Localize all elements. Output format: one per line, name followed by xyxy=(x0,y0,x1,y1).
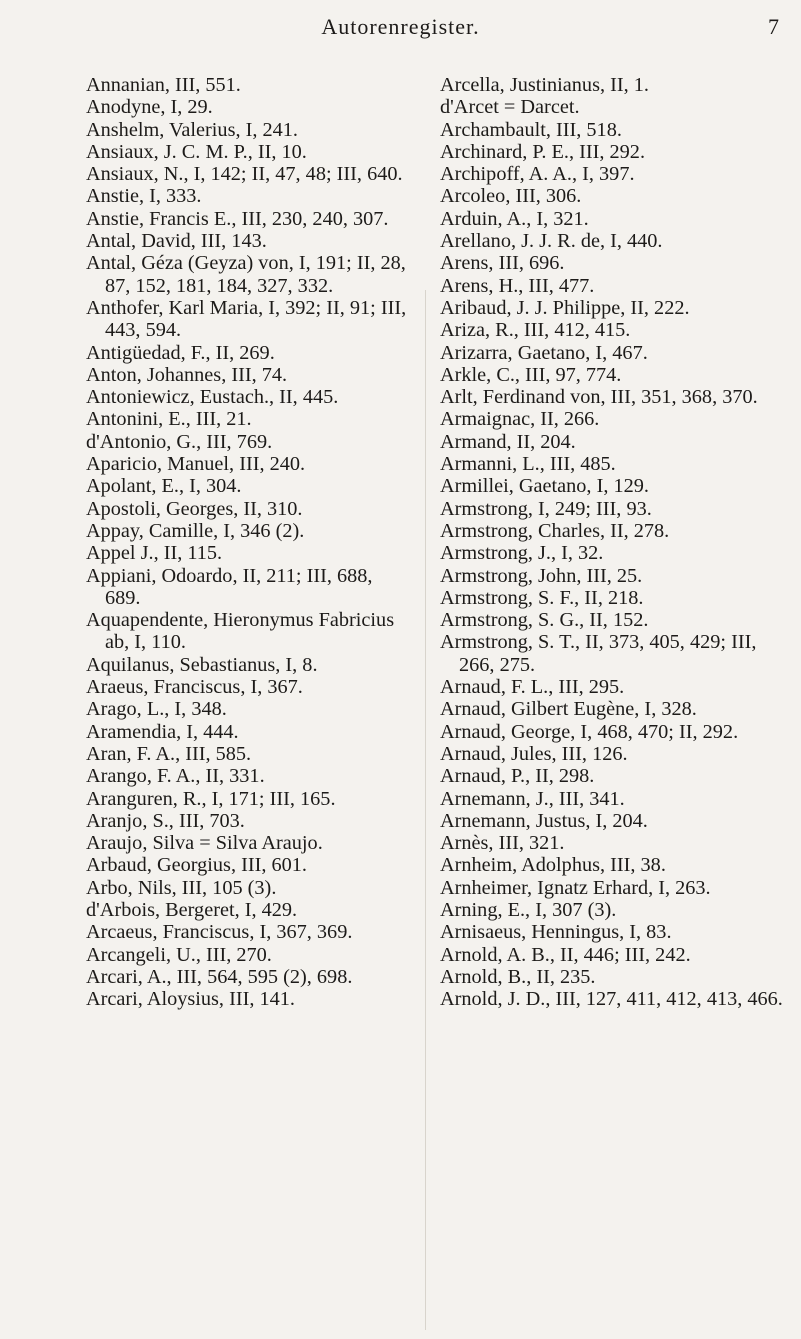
index-entry: Armand, II, 204. xyxy=(440,430,576,453)
index-entry: Armstrong, S. G., II, 152. xyxy=(440,609,649,632)
index-entry: d'Arcet = Darcet. xyxy=(440,96,580,119)
page-header xyxy=(0,14,801,44)
index-entry: Archipoff, A. A., I, 397. xyxy=(440,163,635,186)
index-entry: Arlt, Ferdinand von, III, 351, 368, 370. xyxy=(440,386,758,409)
index-column-right xyxy=(440,74,788,1010)
index-entry: Anodyne, I, 29. xyxy=(86,96,213,119)
index-entry: Antonini, E., III, 21. xyxy=(86,408,252,431)
index-entry: Armstrong, John, III, 25. xyxy=(440,564,643,587)
index-entry: Arnheimer, Ignatz Erhard, I, 263. xyxy=(440,876,711,899)
index-entry: Archambault, III, 518. xyxy=(440,118,622,141)
index-entry: Anshelm, Valerius, I, 241. xyxy=(86,118,298,141)
index-entry: Anstie, I, 333. xyxy=(86,185,202,208)
index-entry: Araujo, Silva = Silva Araujo. xyxy=(86,832,323,855)
index-entry: Aribaud, J. J. Philippe, II, 222. xyxy=(440,296,690,319)
index-entry: Arnaud, Jules, III, 126. xyxy=(440,742,628,765)
index-entry: Aparicio, Manuel, III, 240. xyxy=(86,453,306,476)
column-divider xyxy=(425,290,426,1330)
index-entry: Appiani, Odoardo, II, 211; III, 688, 689. xyxy=(86,564,378,609)
index-entry: Armillei, Gaetano, I, 129. xyxy=(440,475,649,498)
index-entry: Antal, Géza (Geyza) von, I, 191; II, 28, 87, 152, 181, 184, 327, 332. xyxy=(86,252,411,297)
index-entry: Arcari, A., III, 564, 595 (2), 698. xyxy=(86,965,353,988)
index-entry: Arens, III, 696. xyxy=(440,252,565,275)
index-column-left xyxy=(86,74,412,1010)
index-entry: Anstie, Francis E., III, 230, 240, 307. xyxy=(86,207,389,230)
index-entry: Arnès, III, 321. xyxy=(440,832,565,855)
index-entry: Arnisaeus, Henningus, I, 83. xyxy=(440,921,672,944)
index-entry: Ariza, R., III, 412, 415. xyxy=(440,319,631,342)
index-entry: Arbaud, Georgius, III, 601. xyxy=(86,854,307,877)
index-entry: Arnemann, J., III, 341. xyxy=(440,787,625,810)
index-entry: Armstrong, J., I, 32. xyxy=(440,542,604,565)
index-entry: Appay, Camille, I, 346 (2). xyxy=(86,519,305,542)
index-entry: Archinard, P. E., III, 292. xyxy=(440,140,646,163)
index-entry: Apolant, E., I, 304. xyxy=(86,475,242,498)
index-entry: Arellano, J. J. R. de, I, 440. xyxy=(440,230,663,253)
index-entry: Ansiaux, N., I, 142; II, 47, 48; III, 640. xyxy=(86,163,403,186)
index-entry: Aquapendente, Hieronymus Fabricius ab, I, 110. xyxy=(86,609,400,654)
index-entry: Arnemann, Justus, I, 204. xyxy=(440,809,648,832)
index-entry: Arnaud, P., II, 298. xyxy=(440,765,595,788)
index-entry: Arcari, Aloysius, III, 141. xyxy=(86,988,295,1011)
index-entry: Antal, David, III, 143. xyxy=(86,230,267,253)
index-entry: Arens, H., III, 477. xyxy=(440,274,595,297)
index-entry: Arnaud, F. L., III, 295. xyxy=(440,676,625,699)
index-entry: Arning, E., I, 307 (3). xyxy=(440,898,617,921)
index-entry: Arnold, A. B., II, 446; III, 242. xyxy=(440,943,691,966)
index-entry: Aquilanus, Sebastianus, I, 8. xyxy=(86,653,318,676)
index-entry: Antoniewicz, Eustach., II, 445. xyxy=(86,386,339,409)
index-entry: Arizarra, Gaetano, I, 467. xyxy=(440,341,648,364)
index-entry: d'Arbois, Bergeret, I, 429. xyxy=(86,898,298,921)
index-entry: Arnold, J. D., III, 127, 411, 412, 413, 466. xyxy=(440,988,783,1011)
index-entry: Appel J., II, 115. xyxy=(86,542,223,565)
index-entry: Arcoleo, III, 306. xyxy=(440,185,582,208)
index-entry: Aran, F. A., III, 585. xyxy=(86,742,252,765)
index-entry: Apostoli, Georges, II, 310. xyxy=(86,497,303,520)
index-entry: Aramendia, I, 444. xyxy=(86,720,239,743)
index-entry: Annanian, III, 551. xyxy=(86,74,241,96)
index-entry: d'Antonio, G., III, 769. xyxy=(86,430,273,453)
index-entry: Armanni, L., III, 485. xyxy=(440,453,616,476)
index-entry: Armaignac, II, 266. xyxy=(440,408,600,431)
index-entry: Arnaud, George, I, 468, 470; II, 292. xyxy=(440,720,739,743)
index-entry: Ansiaux, J. C. M. P., II, 10. xyxy=(86,140,307,163)
index-entry: Arduin, A., I, 321. xyxy=(440,207,589,230)
index-entry: Aranguren, R., I, 171; III, 165. xyxy=(86,787,336,810)
index-entry: Arago, L., I, 348. xyxy=(86,698,227,721)
index-entry: Araeus, Franciscus, I, 367. xyxy=(86,676,303,699)
index-entry: Antigüedad, F., II, 269. xyxy=(86,341,275,364)
index-entry: Arcaeus, Franciscus, I, 367, 369. xyxy=(86,921,353,944)
index-entry: Arnaud, Gilbert Eugène, I, 328. xyxy=(440,698,697,721)
running-title: Autorenregister. xyxy=(321,14,480,39)
index-entry: Aranjo, S., III, 703. xyxy=(86,809,245,832)
index-entry: Arcella, Justinianus, II, 1. xyxy=(440,74,649,96)
index-entry: Arcangeli, U., III, 270. xyxy=(86,943,272,966)
page-number: 7 xyxy=(768,14,779,39)
index-entry: Armstrong, S. T., II, 373, 405, 429; III, 266, 275. xyxy=(440,631,762,676)
index-entry: Arango, F. A., II, 331. xyxy=(86,765,265,788)
index-entry: Armstrong, S. F., II, 218. xyxy=(440,586,644,609)
index-entry: Anton, Johannes, III, 74. xyxy=(86,363,288,386)
index-entry: Arnheim, Adolphus, III, 38. xyxy=(440,854,666,877)
index-entry: Arbo, Nils, III, 105 (3). xyxy=(86,876,277,899)
index-entry: Arnold, B., II, 235. xyxy=(440,965,596,988)
index-entry: Anthofer, Karl Maria, I, 392; II, 91; III, 443, 594. xyxy=(86,296,412,342)
index-entry: Armstrong, I, 249; III, 93. xyxy=(440,497,652,520)
index-entry: Arkle, C., III, 97, 774. xyxy=(440,363,622,386)
index-entry: Armstrong, Charles, II, 278. xyxy=(440,519,670,542)
